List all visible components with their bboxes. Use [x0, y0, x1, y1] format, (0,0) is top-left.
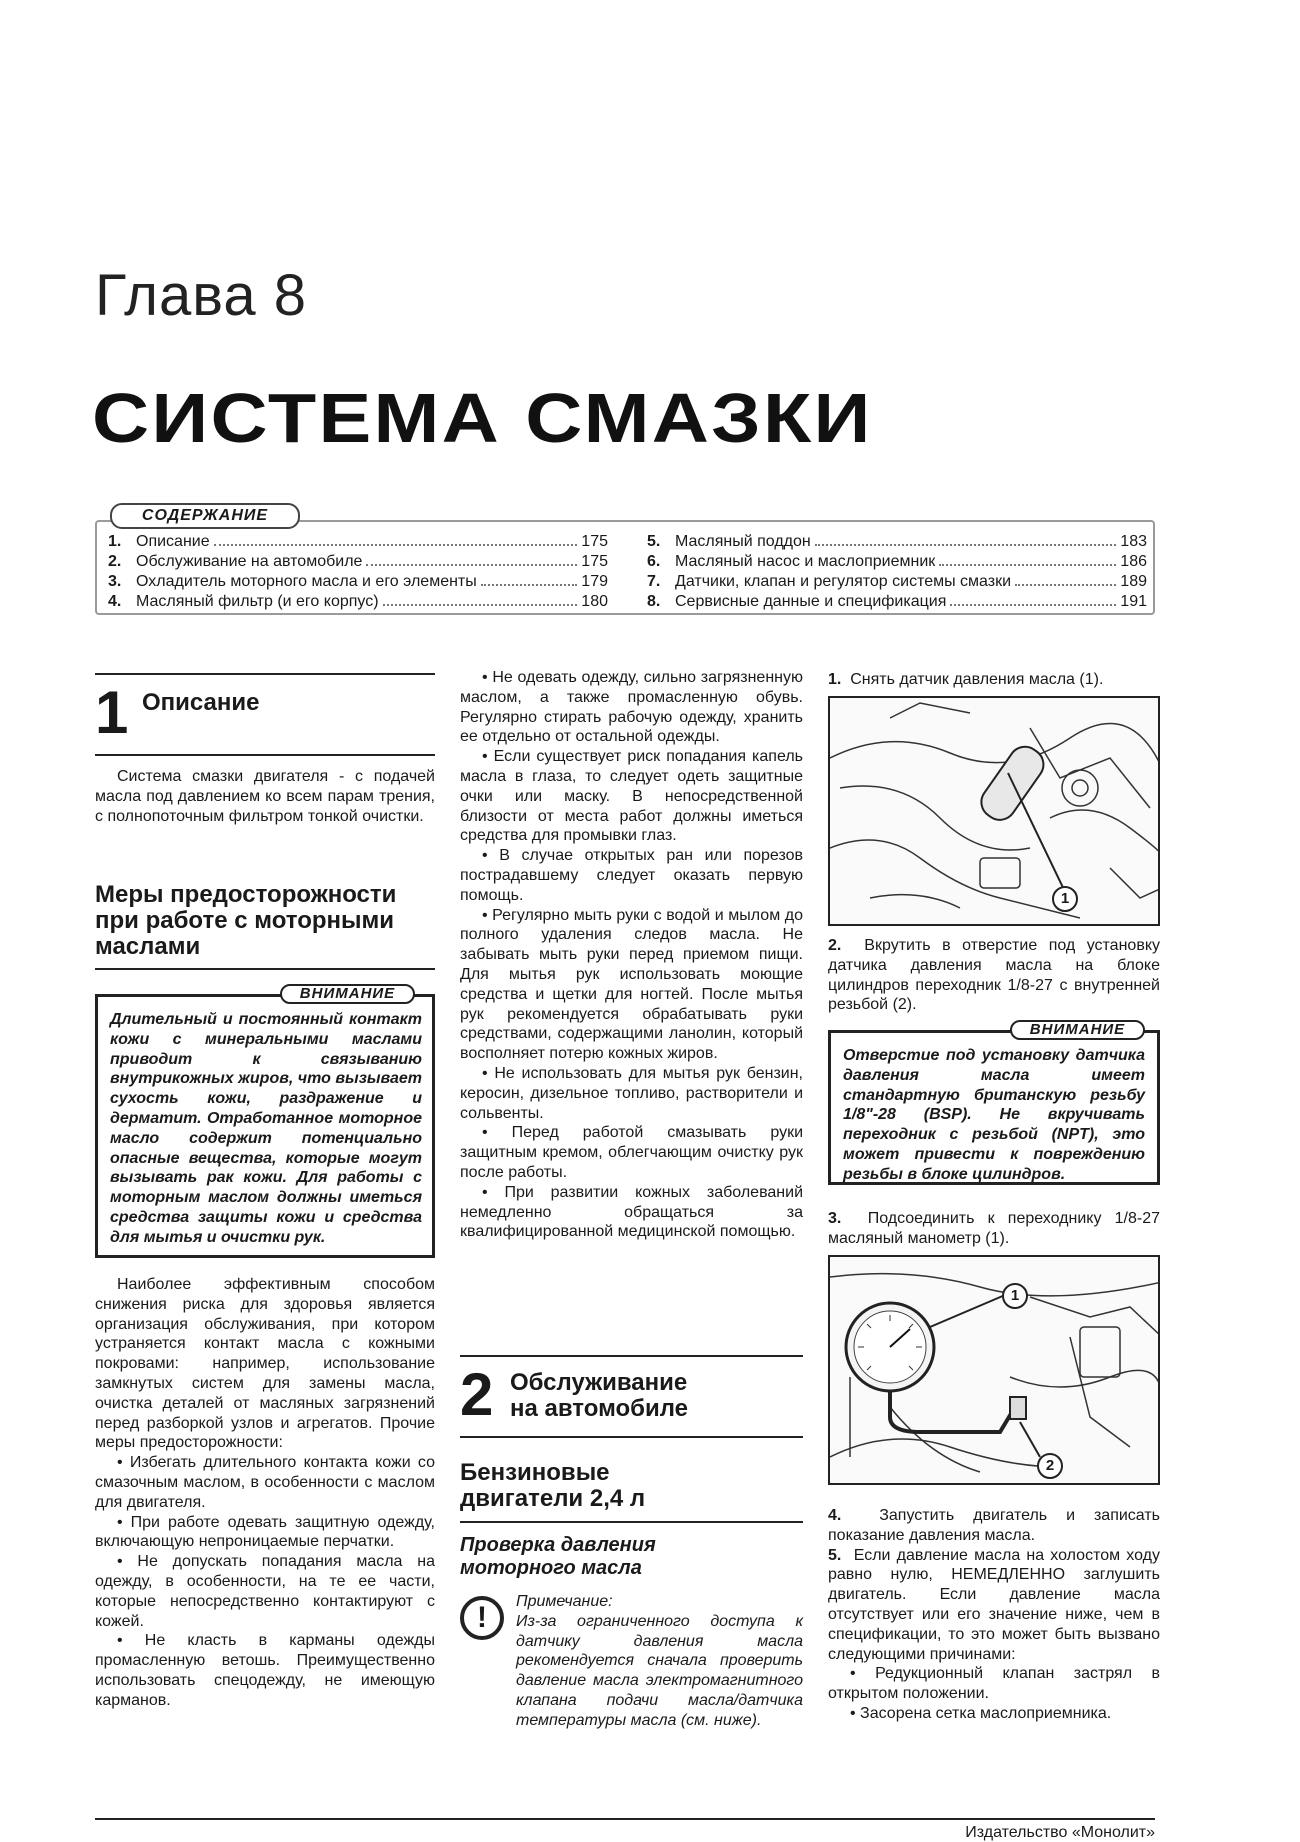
section-rule: [95, 754, 435, 756]
toc-left-column: [108, 532, 608, 612]
heading-rule: [460, 1521, 803, 1523]
oil-pressure-check-heading: Проверка давления моторного масла: [460, 1534, 656, 1579]
callout-1: 1: [1052, 886, 1078, 912]
toc-entry[interactable]: 8. Сервисные данные и спецификация 191: [647, 593, 1147, 610]
warning-text: Длительный и постоянный контакт кожи с минеральными маслами приводит к связыванию внутрикожных жиров, что вызывает сухость кожи, раздражение и дерматит. Отработанное моторное масло содержит потенциально опасные вещества, которые могут вызывать рак кожи. Для работы с моторным маслом должны иметься средства защиты кожи и средства для мытья и очистки рук.: [110, 1011, 422, 1246]
toc-right-column: [647, 532, 1147, 612]
step-1: 1. Снять датчик давления масла (1).: [828, 671, 1104, 688]
note-text: Из-за ограниченного доступа к датчику давления масла рекомендуется сначала проверить давление масла электромагнитного клапана подачи масла/датчика температуры масла (см. ниже).: [516, 1612, 803, 1729]
warning-label: ВНИМАНИЕ: [280, 984, 415, 1004]
exclamation-icon: !: [460, 1596, 504, 1640]
precautions-heading: Меры предосторожности при работе с моторными маслами: [95, 881, 397, 960]
toc-entry[interactable]: 1. Описание 175: [108, 533, 608, 550]
section-title: Описание: [142, 689, 260, 716]
publisher-footer: Издательство «Монолит»: [965, 1824, 1155, 1841]
precautions-text: Наиболее эффективным способом снижения риска для здоровья является организация обслуживания, при котором устраняется контакт масла с кожными покровами: например, использование замкнутых систем для замены масла, очистка деталей от масляных загрязнений перед разборкой узлов и агрегатов. Прочие меры предосторожности: • Избегать длительного контакта кожи со смазочным маслом, в особенности с маслом для двигателя. • При работе одевать защитную одежду, включающую непроницаемые перчатки. • Не допускать попадания масла на одежду, в особенности, на те ее части, которые непосредственно контактируют с кожей. • Не класть в карманы одежды промасленную ветошь. Преимущественно использовать спецодежду, не имеющую карманов.: [95, 1276, 435, 1709]
section-number: 1: [95, 679, 129, 746]
page-title: СИСТЕМА СМАЗКИ: [92, 379, 873, 457]
step-4: 4. Запустить двигатель и записать показание давления масла.: [828, 1507, 1161, 1544]
section-rule: [95, 673, 435, 675]
step-5: 5. Если давление масла на холостом ходу равно нулю, НЕМЕДЛЕННО заглушить двигатель. Если давление масла отсутствует или его значение ниже, чем в спецификации, то это может быть вызвано следующими причинами:: [828, 1546, 1161, 1663]
toc-label: СОДЕРЖАНИЕ: [110, 503, 300, 529]
step-3: 3. Подсоединить к переходнику 1/8-27 масляный манометр (1).: [828, 1210, 1160, 1247]
section-rule: [460, 1355, 803, 1357]
footer-rule: [95, 1818, 1155, 1820]
intro-text: Система смазки двигателя - с подачей масла под давлением ко всем парам трения, с полнопоточным фильтром тонкой очистки.: [95, 768, 435, 825]
section-number: 2: [460, 1361, 494, 1428]
engine-sensor-illustration: [830, 698, 1160, 926]
callout-2: 2: [1037, 1453, 1063, 1479]
figure-remove-oil-pressure-sensor: [828, 696, 1160, 926]
toc-entry[interactable]: 7. Датчики, клапан и регулятор системы смазки 189: [647, 573, 1147, 590]
toc-entry[interactable]: 3. Охладитель моторного масла и его элементы 179: [108, 573, 608, 590]
reason-1: • Редукционный клапан застрял в открытом положении.: [828, 1665, 1160, 1703]
chapter-label: Глава 8: [95, 263, 308, 328]
precautions-list-continued: • Не одевать одежду, сильно загрязненную маслом, а также промасленную обувь. Регулярно стирать рабочую одежду, хранить ее отдельно от остальной одежды. • Если существует риск попадания капель масла в глаза, то следует одеть защитные очки или маску. В непосредственной близости от места работ должны иметься средства для промывки глаз. • В случае открытых ран или порезов пострадавшему следует оказать первую помощь. • Регулярно мыть руки с водой и мылом до полного удаления следов масла. Не забывать мыть руки перед приемом пищи. Для мытья рук использовать моющие средства и щетки для ногтей. После мытья рук рекомендуется обрабатывать руки средствами, содержащими ланолин, который восполняет потерю кожных жиров. • Не использовать для мытья рук бензин, керосин, дизельное топливо, растворители и сольвенты. • Перед работой смазывать руки защитным кремом, облегчающим очистку рук после работы. • При развитии кожных заболеваний немедленно обращаться за квалифицированной медицинской помощью.: [460, 669, 803, 1241]
toc-entry[interactable]: 6. Масляный насос и маслоприемник 186: [647, 553, 1147, 570]
engine-heading: Бензиновые двигатели 2,4 л: [460, 1459, 646, 1512]
toc-entry[interactable]: 5. Масляный поддон 183: [647, 533, 1147, 550]
section-title-line-2: на автомобиле: [510, 1395, 689, 1422]
note: [516, 1592, 803, 1731]
pressure-gauge-illustration: [830, 1257, 1160, 1485]
warning-label: ВНИМАНИЕ: [1010, 1020, 1145, 1040]
section-title-line-1: Обслуживание: [510, 1369, 688, 1396]
note-label: Примечание:: [516, 1593, 613, 1610]
toc-entry[interactable]: 4. Масляный фильтр (и его корпус) 180: [108, 593, 608, 610]
figure-connect-pressure-gauge: [828, 1255, 1160, 1485]
section-rule: [460, 1436, 803, 1438]
heading-rule: [95, 968, 435, 970]
steps-4-5: [828, 1506, 1160, 1724]
toc-entry[interactable]: 2. Обслуживание на автомобиле 175: [108, 553, 608, 570]
step-2: 2. Вкрутить в отверстие под установку датчика давления масла на блоке цилиндров переходник 1/8-27 с внутренней резьбой (2).: [828, 937, 1160, 1014]
reason-2: • Засорена сетка маслоприемника.: [850, 1704, 1112, 1722]
warning-text: Отверстие под установку датчика давления масла имеет стандартную британскую резьбу 1/8"-28 (BSP). Не вкручивать переходник с резьбой (NPT), это может привести к повреждению резьбы в блоке цилиндров.: [843, 1047, 1145, 1183]
callout-1: 1: [1002, 1283, 1028, 1309]
